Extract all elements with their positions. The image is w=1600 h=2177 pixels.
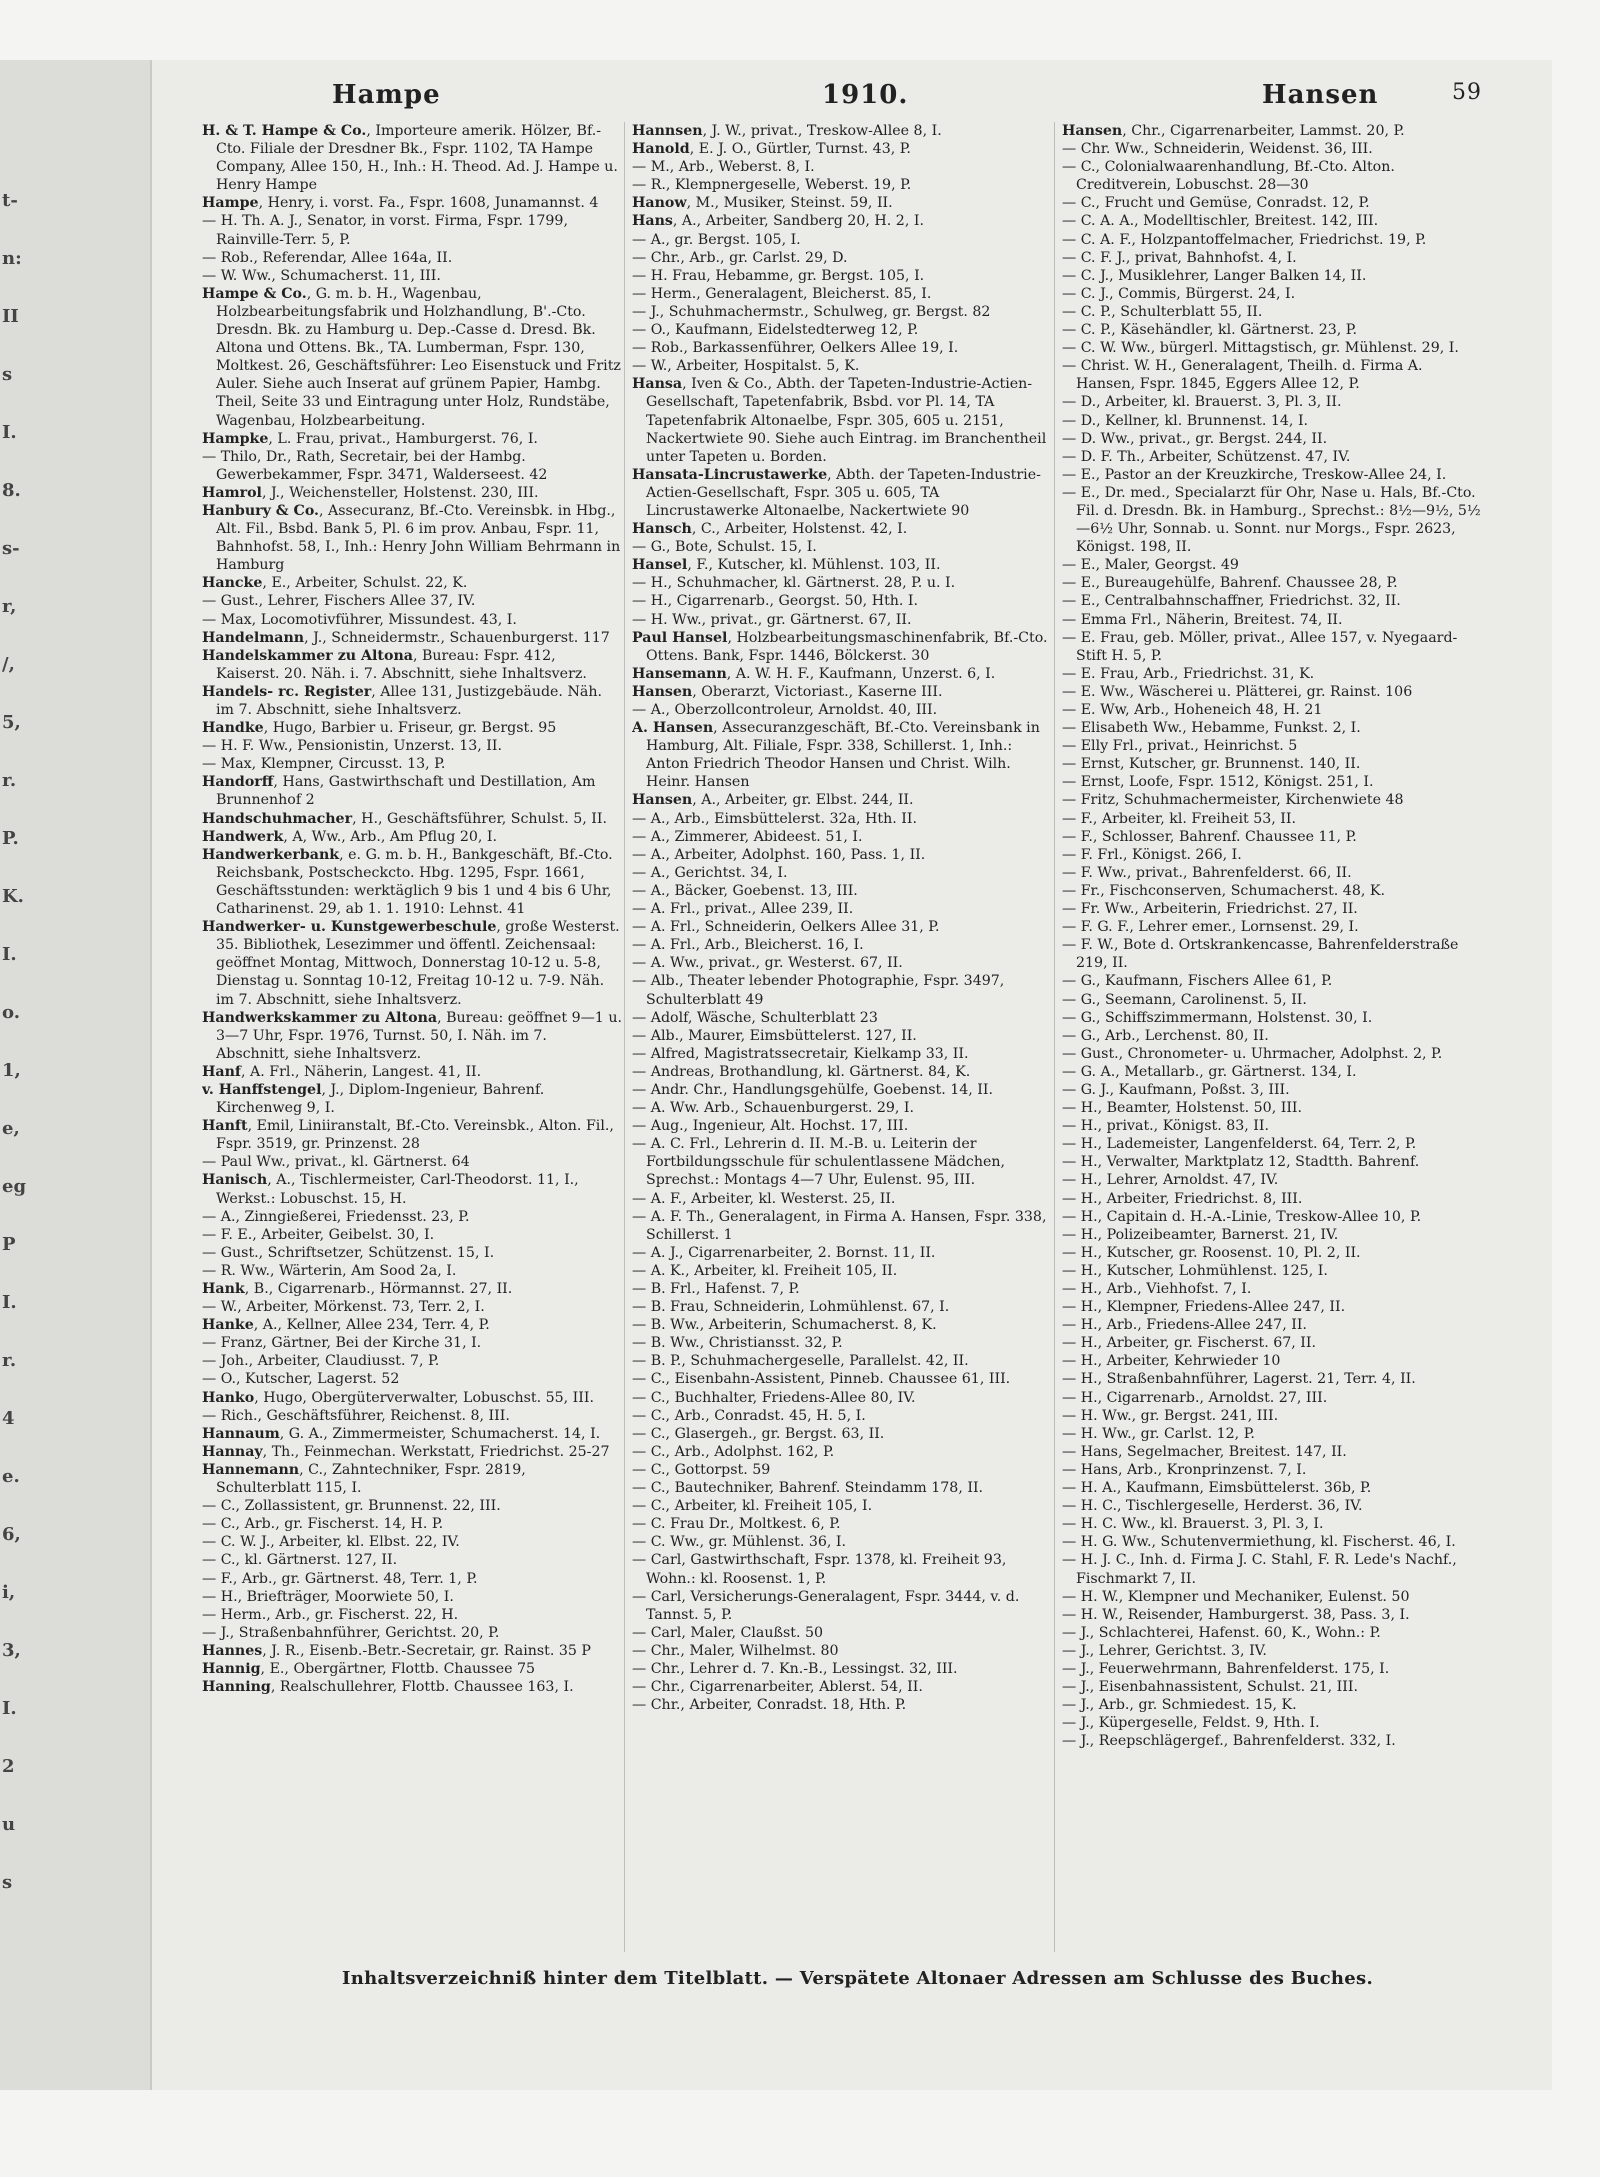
directory-entry: — H. Ww., privat., gr. Gärtnerst. 67, II. [632,611,912,628]
directory-entry: — J., Eisenbahnassistent, Schulst. 21, III. [1062,1679,1359,1696]
directory-entry: Hannemann, C., Zahntechniker, Fspr. 2819, Schulterblatt 115, I. [202,1461,526,1497]
directory-entry: — C. J., Commis, Bürgerst. 24, I. [1062,285,1296,302]
margin-mark: o. [2,1002,20,1023]
directory-entry: — A., gr. Bergst. 105, I. [632,231,801,248]
directory-entry: — A. Frl., Schneiderin, Oelkers Allee 31, P. [632,919,940,936]
margin-mark: 1, [2,1060,21,1081]
directory-entry: — C. P., Schulterblatt 55, II. [1062,303,1263,320]
directory-entry: — C. W. J., Arbeiter, kl. Elbst. 22, IV. [202,1534,460,1551]
directory-entry: — E., Maler, Georgst. 49 [1062,557,1239,574]
directory-entry: — F., Schlosser, Bahrenf. Chaussee 11, P. [1062,828,1357,845]
directory-entry: — H. W., Reisender, Hamburgerst. 38, Pass. 3, I. [1062,1606,1410,1623]
directory-entry: — H., Arb., Viehhofst. 7, I. [1062,1281,1252,1297]
directory-entry: — F. G. F., Lehrer emer., Lornsenst. 29, I. [1062,919,1359,936]
directory-entry: — J., Schlachterei, Hafenst. 60, K., Wohn.: P. [1062,1624,1381,1641]
directory-entry: H. & T. Hampe & Co., Importeure amerik. Hölzer, Bf.-Cto. Filiale der Dresdner Bk., Fspr. 1102, TA Hampe Company, Allee 150, H., Inh.: H. Theod. Ad. J. Hampe u. Henry Hampe [202,123,618,194]
directory-entry: Hanisch, A., Tischlermeister, Carl-Theodorst. 11, I., Werkst.: Lobuschst. 15, H. [202,1172,579,1207]
directory-entry: Hansen, Oberarzt, Victoriast., Kaserne III. [632,683,943,700]
directory-entry: — H., Arb., Friedens-Allee 247, II. [1062,1317,1307,1334]
margin-mark: I. [2,944,17,965]
directory-entry: — R., Klempnergeselle, Weberst. 19, P. [632,177,912,194]
directory-entry: — H. F. Ww., Pensionistin, Unzerst. 13, II. [202,738,503,755]
directory-entry: — A. K., Arbeiter, kl. Freiheit 105, II. [632,1262,898,1279]
directory-entry: — F., Arb., gr. Gärtnerst. 48, Terr. 1, P. [202,1570,478,1587]
directory-entry: — E. Frau, geb. Möller, privat., Allee 157, v. Nyegaard-Stift H. 5, P. [1062,629,1458,664]
margin-mark: I. [2,1292,17,1313]
directory-entry: — Fritz, Schuhmachermeister, Kirchenwiete 48 [1062,792,1404,809]
directory-entry: — D., Arbeiter, kl. Brauerst. 3, Pl. 3, II. [1062,394,1342,411]
directory-entry: — C., Bautechniker, Bahrenf. Steindamm 178, II. [632,1480,984,1497]
margin-mark: 5, [2,712,21,733]
margin-mark: r. [2,1350,17,1371]
directory-entry: Hansemann, A. W. H. F., Kaufmann, Unzerst. 6, I. [632,665,996,682]
directory-entry: — Herm., Generalagent, Bleicherst. 85, I. [632,285,932,302]
directory-entry: — A. F. Th., Generalagent, in Firma A. Hansen, Fspr. 338, Schillerst. 1 [632,1208,1047,1243]
directory-entry: — Andr. Chr., Handlungsgehülfe, Goebenst. 14, II. [632,1081,994,1098]
directory-entry: — H. Ww., gr. Bergst. 241, III. [1062,1407,1279,1424]
directory-entry: — C., Arb., gr. Fischerst. 14, H. P. [202,1516,444,1533]
directory-entry: — Rob., Referendar, Allee 164a, II. [202,249,453,266]
column-right [1062,122,1482,1952]
directory-entry: — G., Schiffszimmermann, Holstenst. 30, I. [1062,1009,1373,1026]
directory-entry: — Joh., Arbeiter, Claudiusst. 7, P. [202,1353,440,1370]
directory-entry: Hanf, A. Frl., Näherin, Langest. 41, II. [202,1063,482,1080]
margin-mark: e, [2,1118,20,1139]
directory-entry: Handels- rc. Register, Allee 131, Justizgebäude. Näh. im 7. Abschnitt, siehe Inhaltsverz. [202,683,602,718]
directory-entry: — H., Arbeiter, Friedrichst. 8, III. [1062,1190,1303,1207]
directory-entry: — Elisabeth Ww., Hebamme, Funkst. 2, I. [1062,720,1361,737]
directory-entry: — C., Eisenbahn-Assistent, Pinneb. Chaussee 61, III. [632,1371,1011,1388]
margin-mark: s [2,1872,13,1893]
directory-entry: — C. Frau Dr., Moltkest. 6, P. [632,1516,841,1533]
margin-mark: P. [2,828,19,849]
directory-entry: — H., Straßenbahnführer, Lagerst. 21, Terr. 4, II. [1062,1371,1416,1388]
margin-mark: P [2,1234,16,1255]
directory-entry: — A. Frl., privat., Allee 239, II. [632,901,854,918]
directory-entry: — Thilo, Dr., Rath, Secretair, bei der Hambg. Gewerbekammer, Fspr. 3471, Walderseest. 42 [202,448,548,483]
directory-entry: — H. C. Ww., kl. Brauerst. 3, Pl. 3, I. [1062,1516,1324,1533]
directory-entry: — W., Arbeiter, Mörkenst. 73, Terr. 2, I. [202,1299,485,1316]
directory-entry: — G., Arb., Lerchenst. 80, II. [1062,1027,1269,1044]
directory-entry: Handwerkerbank, e. G. m. b. H., Bankgeschäft, Bf.-Cto. Reichsbank, Postscheckcto. Hbg. 1295, Fspr. 1661, Geschäftsstunden: werktäglich 9 bis 1 und 4 bis 6 Uhr, Catharinenst. 29, ab 1. 1. 1910: Lehnst. 41 [202,846,613,918]
page-number: 59 [1452,80,1482,105]
directory-entry: — J., Straßenbahnführer, Gerichtst. 20, P. [202,1624,500,1641]
directory-entry: — G., Bote, Schulst. 15, I. [632,539,817,556]
directory-entry: — C., Arbeiter, kl. Freiheit 105, I. [632,1498,873,1515]
directory-entry: — A., Bäcker, Goebenst. 13, III. [632,882,858,899]
previous-page-edge [0,60,151,2090]
directory-entry: — F., Arbeiter, kl. Freiheit 53, II. [1062,810,1297,827]
directory-entry: — J., Reepschlägergef., Bahrenfelderst. 332, I. [1062,1733,1396,1750]
margin-mark: u [2,1814,16,1835]
directory-entry: — C. J., Musiklehrer, Langer Balken 14, II. [1062,267,1367,284]
directory-entry: — A., Oberzollcontroleur, Arnoldst. 40, III. [632,702,938,718]
directory-entry: — J., Arb., gr. Schmiedest. 15, K. [1062,1697,1297,1714]
directory-entry: — E., Pastor an der Kreuzkirche, Treskow-Allee 24, I. [1062,466,1447,483]
margin-mark: t- [2,190,18,211]
directory-entry: Handschuhmacher, H., Geschäftsführer, Schulst. 5, II. [202,810,607,827]
margin-mark: I. [2,422,17,443]
directory-entry: — Carl, Maler, Claußst. 50 [632,1624,824,1641]
margin-mark: n: [2,248,22,269]
directory-entry: — Fr. Ww., Arbeiterin, Friedrichst. 27, II. [1062,901,1358,918]
directory-entry: — H., Arbeiter, Kehrwieder 10 [1062,1353,1281,1370]
directory-entry: — A. C. Frl., Lehrerin d. II. M.-B. u. Leiterin der Fortbildungsschule für schulentlassene Mädchen, Sprechst.: Montags 4—7 Uhr, Eulenst. 95, III. [632,1136,1006,1189]
directory-entry: — C. A. A., Modelltischler, Breitest. 142, III. [1062,213,1379,230]
directory-entry: — Gust., Schriftsetzer, Schützenst. 15, I. [202,1244,495,1261]
running-header [212,80,1522,120]
directory-entry: — Herm., Arb., gr. Fischerst. 22, H. [202,1606,459,1623]
directory-entry: — A. J., Cigarrenarbeiter, 2. Bornst. 11, II. [632,1244,936,1261]
directory-entry: — Carl, Gastwirthschaft, Fspr. 1378, kl. Freiheit 93, Wohn.: kl. Roosenst. 1, P. [632,1552,1007,1587]
directory-entry: v. Hanffstengel, J., Diplom-Ingenieur, Bahrenf. Kirchenweg 9, I. [202,1081,545,1117]
directory-entry: — C., kl. Gärtnerst. 127, II. [202,1552,398,1569]
directory-entry: — D. F. Th., Arbeiter, Schützenst. 47, IV. [1062,448,1351,465]
directory-entry: — A., Gerichtst. 34, I. [632,864,788,881]
directory-entry: — A., Arbeiter, Adolphst. 160, Pass. 1, II. [632,846,926,863]
directory-entry: — Chr., Lehrer d. 7. Kn.-B., Lessingst. 32, III. [632,1660,958,1677]
directory-entry: — A., Zinngießerei, Friedensst. 23, P. [202,1208,470,1225]
header-year: 1910. [822,80,909,110]
directory-entry: — E. Frau, Arb., Friedrichst. 31, K. [1062,665,1315,682]
margin-mark: K. [2,886,24,907]
directory-entry: — D. Ww., privat., gr. Bergst. 244, II. [1062,430,1328,447]
directory-entry: — Hans, Arb., Kronprinzenst. 7, I. [1062,1461,1307,1478]
header-left-catchword: Hampe [332,80,441,110]
directory-entry: — A., Arb., Eimsbüttelerst. 32a, Hth. II. [632,810,917,827]
directory-entry: Handwerkskammer zu Altona, Bureau: geöffnet 9—1 u. 3—7 Uhr, Fspr. 1976, Turnst. 50, I. Näh. im 7. Abschnitt, siehe Inhaltsverz. [202,1009,622,1062]
directory-entry: — Adolf, Wäsche, Schulterblatt 23 [632,1009,878,1026]
directory-entry: — Fr., Fischconserven, Schumacherst. 48, K. [1062,882,1385,899]
directory-entry: — H. A., Kaufmann, Eimsbüttelerst. 36b, P. [1062,1480,1372,1497]
directory-entry: — H. Frau, Hebamme, gr. Bergst. 105, I. [632,267,925,284]
directory-entry: — Chr., Maler, Wilhelmst. 80 [632,1642,839,1659]
directory-entry: — Alb., Theater lebender Photographie, Fspr. 3497, Schulterblatt 49 [632,973,1005,1008]
directory-entry: — E., Centralbahnschaffner, Friedrichst. 32, II. [1062,593,1401,610]
directory-entry: — Chr., Cigarrenarbeiter, Ablerst. 54, II. [632,1679,923,1696]
directory-entry: — O., Kaufmann, Eidelstedterweg 12, P. [632,322,919,339]
margin-mark: r. [2,770,17,791]
directory-entry: — C., Arb., Adolphst. 162, P. [632,1443,835,1460]
directory-entry: — H., Lehrer, Arnoldst. 47, IV. [1062,1172,1279,1189]
directory-entry: A. Hansen, Assecuranzgeschäft, Bf.-Cto. Vereinsbank in Hamburg, Alt. Filiale, Fspr. 338, Schillerst. 1, Inh.: Anton Friedrich Theodor Hansen und Christ. Wilh. Heinr. Hansen [632,720,1040,791]
directory-entry: Hanke, A., Kellner, Allee 234, Terr. 4, P. [202,1317,490,1334]
directory-entry: — H., Cigarrenarb., Arnoldst. 27, III. [1062,1389,1328,1406]
margin-mark: 4 [2,1408,15,1429]
directory-entry: — C., Arb., Conradst. 45, H. 5, I. [632,1407,866,1424]
directory-entry: Handke, Hugo, Barbier u. Friseur, gr. Bergst. 95 [202,720,557,737]
directory-entry: — D., Kellner, kl. Brunnenst. 14, I. [1062,412,1309,429]
directory-entry: Hannay, Th., Feinmechan. Werkstatt, Friedrichst. 25-27 [202,1443,610,1460]
directory-entry: Handorff, Hans, Gastwirthschaft und Destillation, Am Brunnenhof 2 [202,774,596,809]
directory-entry: — F. Ww., privat., Bahrenfelderst. 66, II. [1062,864,1352,881]
directory-entry: — C., Colonialwaarenhandlung, Bf.-Cto. Alton. Creditverein, Lobuschst. 28—30 [1062,159,1395,194]
directory-entry: — C. W. Ww., bürgerl. Mittagstisch, gr. Mühlenst. 29, I. [1062,340,1459,357]
directory-entry: — Andreas, Brothandlung, kl. Gärtnerst. 84, K. [632,1063,971,1080]
directory-entry: Handwerk, A, Ww., Arb., Am Pflug 20, I. [202,828,498,845]
directory-entry: Hancke, E., Arbeiter, Schulst. 22, K. [202,575,468,592]
directory-entry: — E. Ww, Arb., Hoheneich 48, H. 21 [1062,702,1323,718]
directory-entry: — H. C., Tischlergeselle, Herderst. 36, IV. [1062,1498,1363,1515]
directory-entry: — H. Ww., gr. Carlst. 12, P. [1062,1425,1255,1442]
directory-entry: — H. G. Ww., Schutenvermiethung, kl. Fischerst. 46, I. [1062,1534,1456,1551]
directory-entry: — Paul Ww., privat., kl. Gärtnerst. 64 [202,1154,470,1171]
directory-entry: Hannig, E., Obergärtner, Flottb. Chaussee 75 [202,1660,536,1677]
directory-entry: — Christ. W. H., Generalagent, Theilh. d. Firma A. Hansen, Fspr. 1845, Eggers Allee 12, P. [1062,358,1423,393]
directory-entry: — H., Capitain d. H.-A.-Linie, Treskow-Allee 10, P. [1062,1208,1422,1225]
margin-mark: II [2,306,19,327]
directory-entry: — C. F. J., privat, Bahnhofst. 4, I. [1062,249,1297,266]
directory-entry: — C., Gottorpst. 59 [632,1461,771,1478]
directory-entry: — H., Schuhmacher, kl. Gärtnerst. 28, P. u. I. [632,575,956,592]
directory-entry: Hanning, Realschullehrer, Flottb. Chaussee 163, I. [202,1679,574,1696]
directory-entry: Hansel, F., Kutscher, kl. Mühlenst. 103, II. [632,557,941,574]
directory-entry: Hank, B., Cigarrenarb., Hörmannst. 27, II. [202,1281,513,1297]
directory-entry: — A. F., Arbeiter, kl. Westerst. 25, II. [632,1190,896,1207]
directory-entry: — C. Ww., gr. Mühlenst. 36, I. [632,1534,847,1551]
column-divider [1054,122,1055,1952]
directory-entry: Handelmann, J., Schneidermstr., Schauenburgerst. 117 [202,629,610,646]
directory-entry: — F. Frl., Königst. 266, I. [1062,846,1242,863]
margin-mark: s- [2,538,20,559]
directory-entry: — H., Lademeister, Langenfelderst. 64, Terr. 2, P. [1062,1136,1417,1153]
directory-entry: — H. J. C., Inh. d. Firma J. C. Stahl, F. R. Lede's Nachf., Fischmarkt 7, II. [1062,1552,1457,1587]
directory-entry: — G. A., Metallarb., gr. Gärtnerst. 134, I. [1062,1063,1357,1080]
directory-entry: — H., Briefträger, Moorwiete 50, I. [202,1588,454,1605]
directory-entry: Hans, A., Arbeiter, Sandberg 20, H. 2, I. [632,213,924,230]
directory-entry: — Max, Klempner, Circusst. 13, P. [202,756,446,773]
directory-entry: — H., Klempner, Friedens-Allee 247, II. [1062,1299,1346,1316]
directory-entry: — E. Ww., Wäscherei u. Plätterei, gr. Rainst. 106 [1062,683,1413,700]
directory-entry: — C., Glasergeh., gr. Bergst. 63, II. [632,1425,885,1442]
directory-entry: — C. P., Käsehändler, kl. Gärtnerst. 23, P. [1062,322,1357,339]
directory-entry: — E., Dr. med., Specialarzt für Ohr, Nase u. Hals, Bf.-Cto. Fil. d. Dresdn. Bk. in Hamburg., Sprechst.: 8½—9½, 5½—6½ Uhr, Sonnab. u. Sonnt. nur Morgs., Fspr. 2623, Königst. 198, II. [1062,484,1481,556]
directory-entry: — O., Kutscher, Lagerst. 52 [202,1371,400,1388]
directory-entry: — Chr., Arb., gr. Carlst. 29, D. [632,249,848,266]
margin-mark: e. [2,1466,20,1487]
directory-entry: — Rob., Barkassenführer, Oelkers Allee 19, I. [632,340,959,357]
directory-entry: — G., Kaufmann, Fischers Allee 61, P. [1062,973,1333,990]
directory-entry: Hansch, C., Arbeiter, Holstenst. 42, I. [632,521,908,538]
directory-entry: — H., Kutscher, gr. Roosenst. 10, Pl. 2, II. [1062,1244,1361,1261]
directory-entry: — G., Seemann, Carolinenst. 5, II. [1062,991,1307,1008]
directory-entry: Hampe, Henry, i. vorst. Fa., Fspr. 1608, Junamannst. 4 [202,195,599,212]
directory-entry: — Gust., Lehrer, Fischers Allee 37, IV. [202,593,476,610]
column-middle [632,122,1052,1952]
margin-mark: 8. [2,480,21,501]
directory-entry: — H., Beamter, Holstenst. 50, III. [1062,1100,1303,1117]
directory-entry: — W., Arbeiter, Hospitalst. 5, K. [632,358,860,375]
directory-entry: — Emma Frl., Näherin, Breitest. 74, II. [1062,611,1343,628]
directory-entry: — Franz, Gärtner, Bei der Kirche 31, I. [202,1335,482,1352]
margin-mark: /, [2,654,15,675]
directory-entry: Hampke, L. Frau, privat., Hamburgerst. 76, I. [202,430,538,447]
directory-entry: — Hans, Segelmacher, Breitest. 147, II. [1062,1443,1347,1460]
directory-entry: — E., Bureaugehülfe, Bahrenf. Chaussee 28, P. [1062,575,1398,592]
header-right-catchword: Hansen [1262,80,1379,110]
directory-entry: — B. Ww., Christiansst. 32, P. [632,1335,843,1352]
directory-entry: — Chr., Arbeiter, Conradst. 18, Hth. P. [632,1697,907,1714]
directory-entry: — Rich., Geschäftsführer, Reichenst. 8, III. [202,1407,510,1424]
margin-mark: r, [2,596,17,617]
directory-entry: — J., Schuhmachermstr., Schulweg, gr. Bergst. 82 [632,303,991,320]
directory-entry: — Elly Frl., privat., Heinrichst. 5 [1062,738,1298,755]
margin-mark: 2 [2,1756,15,1777]
directory-entry: — G. J., Kaufmann, Poßst. 3, III. [1062,1081,1290,1098]
directory-entry: Hannsen, J. W., privat., Treskow-Allee 8, I. [632,123,942,139]
directory-entry: — C. A. F., Holzpantoffelmacher, Friedrichst. 19, P. [1062,231,1427,248]
directory-entry: Paul Hansel, Holzbearbeitungsmaschinenfabrik, Bf.-Cto. Ottens. Bank, Fspr. 1446, Bölckerst. 30 [632,629,1048,664]
directory-entry: — J., Lehrer, Gerichtst. 3, IV. [1062,1642,1267,1659]
margin-mark: i, [2,1582,16,1603]
directory-entry: — H. Th. A. J., Senator, in vorst. Firma, Fspr. 1799, Rainville-Terr. 5, P. [202,213,568,248]
directory-entry: — B. P., Schuhmachergeselle, Parallelst. 42, II. [632,1353,969,1370]
directory-entry: — H. W., Klempner und Mechaniker, Eulenst. 50 [1062,1588,1410,1605]
directory-entry: Hanbury & Co., Assecuranz, Bf.-Cto. Vereinsbk. in Hbg., Alt. Fil., Bsbd. Bank 5, Pl. 6 im prov. Anbau, Fspr. 11, Bahnhofst. 58, I., Inh.: Henry John William Behrmann in Hamburg [202,502,621,574]
directory-entry: — Ernst, Kutscher, gr. Brunnenst. 140, II. [1062,756,1361,773]
directory-entry: — A., Zimmerer, Abideest. 51, I. [632,828,863,845]
directory-entry: — Gust., Chronometer- u. Uhrmacher, Adolphst. 2, P. [1062,1045,1443,1062]
directory-entry: — H., privat., Königst. 83, II. [1062,1118,1270,1135]
directory-entry: — H., Polizeibeamter, Barnerst. 21, IV. [1062,1226,1339,1243]
directory-entry: Hanft, Emil, Liniiranstalt, Bf.-Cto. Vereinsbk., Alton. Fil., Fspr. 3519, gr. Prinzenst. 28 [202,1118,614,1153]
directory-entry: — B. Frau, Schneiderin, Lohmühlenst. 67, I. [632,1299,950,1316]
directory-entry: — B. Ww., Arbeiterin, Schumacherst. 8, K. [632,1317,937,1334]
directory-entry: — A. Ww., privat., gr. Westerst. 67, II. [632,955,903,972]
directory-entry: — A. Frl., Arb., Bleicherst. 16, I. [632,937,864,954]
margin-mark: 6, [2,1524,21,1545]
directory-entry: Hampe & Co., G. m. b. H., Wagenbau, Holzbearbeitungsfabrik und Holzhandlung, B'.-Cto. Dresdn. Bk. zu Hamburg u. Dep.-Casse d. Dresd. Bk. Altona und Ottens. Bk., TA. Lumberman, Fspr. 130, Moltkest. 26, Geschäftsführer: Leo Eisenstuck und Fritz Auler. Siehe auch Inserat auf grünem Papier, Hambg. Theil, Seite 33 und Eintragung unter Holz, Rundstäbe, Wagenbau, Holzbearbeitung. [202,285,621,429]
directory-entry: — Chr. Ww., Schneiderin, Weidenst. 36, III. [1062,141,1373,158]
directory-entry: — C., Zollassistent, gr. Brunnenst. 22, III. [202,1498,501,1515]
directory-entry: — H., Arbeiter, gr. Fischerst. 67, II. [1062,1335,1317,1352]
column-left [202,122,622,1952]
directory-entry: — J., Küpergeselle, Feldst. 9, Hth. I. [1062,1715,1320,1732]
directory-entry: — H., Cigarrenarb., Georgst. 50, Hth. I. [632,593,919,610]
directory-entry: Handwerker- u. Kunstgewerbeschule, große Westerst. 35. Bibliothek, Lesezimmer und öffentl. Zeichensaal: geöffnet Montag, Mittwoch, Donnerstag 10-12 u. 5-8, Dienstag u. Sonntag 10-12, Freitag 10-12 u. 7-9. Näh. im 7. Abschnitt, siehe Inhaltsverz. [202,919,620,1008]
margin-mark: s [2,364,13,385]
margin-mark: I. [2,1698,17,1719]
directory-entry: — Aug., Ingenieur, Alt. Hochst. 17, III. [632,1118,909,1135]
margin-mark: eg [2,1176,27,1197]
directory-entry: — Max, Locomotivführer, Missundest. 43, I. [202,611,517,628]
directory-entry: Hansata-Lincrustawerke, Abth. der Tapeten-Industrie-Actien-Gesellschaft, Fspr. 305 u. 605, TA Lincrustawerke Altonaelbe, Nackertwiete 90 [632,466,1041,519]
directory-entry: — Ernst, Loofe, Fspr. 1512, Königst. 251, I. [1062,774,1374,791]
directory-entry: — J., Feuerwehrmann, Bahrenfelderst. 175, I. [1062,1660,1390,1677]
directory-entry: — Carl, Versicherungs-Generalagent, Fspr. 3444, v. d. Tannst. 5, P. [632,1588,1020,1623]
directory-entry: — F. W., Bote d. Ortskrankencasse, Bahrenfelderstraße 219, II. [1062,937,1459,972]
directory-entry: Hanold, E. J. O., Gürtler, Turnst. 43, P. [632,141,911,158]
directory-entry: — F. E., Arbeiter, Geibelst. 30, I. [202,1226,435,1243]
directory-entry: — A. Ww. Arb., Schauenburgerst. 29, I. [632,1100,915,1117]
directory-entry: Hansen, A., Arbeiter, gr. Elbst. 244, II. [632,792,914,809]
directory-entry: Hamrol, J., Weichensteller, Holstenst. 230, III. [202,484,539,501]
directory-entry: Handelskammer zu Altona, Bureau: Fspr. 412, Kaiserst. 20. Näh. i. 7. Abschnitt, siehe Inhaltsverz. [202,647,587,682]
directory-entry: Hannaum, G. A., Zimmermeister, Schumacherst. 14, I. [202,1425,601,1442]
directory-entry: Hansen, Chr., Cigarrenarbeiter, Lammst. 20, P. [1062,123,1405,139]
directory-entry: — C., Buchhalter, Friedens-Allee 80, IV. [632,1389,916,1406]
column-divider [624,122,625,1952]
directory-entry: — Alfred, Magistratssecretair, Kielkamp 33, II. [632,1045,969,1062]
directory-entry: Hanko, Hugo, Obergüterverwalter, Lobuschst. 55, III. [202,1389,594,1406]
footer-note: Inhaltsverzeichniß hinter dem Titelblatt. — Verspätete Altonaer Adressen am Schlusse des Buches. [342,1968,1374,1989]
directory-entry: — Alb., Maurer, Eimsbüttelerst. 127, II. [632,1027,917,1044]
directory-entry: — M., Arb., Weberst. 8, I. [632,159,815,176]
directory-entry: Hanow, M., Musiker, Steinst. 59, II. [632,195,893,212]
directory-entry: — R. Ww., Wärterin, Am Sood 2a, I. [202,1262,457,1279]
directory-entry: — W. Ww., Schumacherst. 11, III. [202,267,441,284]
directory-page [150,60,1552,2090]
directory-entry: — B. Frl., Hafenst. 7, P. [632,1281,800,1297]
margin-mark: 3, [2,1640,21,1661]
directory-entry: Hansa, Iven & Co., Abth. der Tapeten-Industrie-Actien-Gesellschaft, Tapetenfabrik, Bsbd. vor Pl. 14, TA Tapetenfabrik Altonaelbe, Fspr. 305, 605 u. 2151, Nackertwiete 90. Siehe auch Eintrag. im Branchentheil unter Tapeten u. Borden. [632,376,1047,465]
directory-entry: — H., Kutscher, Lohmühlenst. 125, I. [1062,1262,1328,1279]
directory-entry: Hannes, J. R., Eisenb.-Betr.-Secretair, gr. Rainst. 35 P [202,1642,591,1659]
directory-entry: — H., Verwalter, Marktplatz 12, Stadtth. Bahrenf. [1062,1154,1420,1171]
directory-entry: — C., Frucht und Gemüse, Conradst. 12, P. [1062,195,1370,212]
